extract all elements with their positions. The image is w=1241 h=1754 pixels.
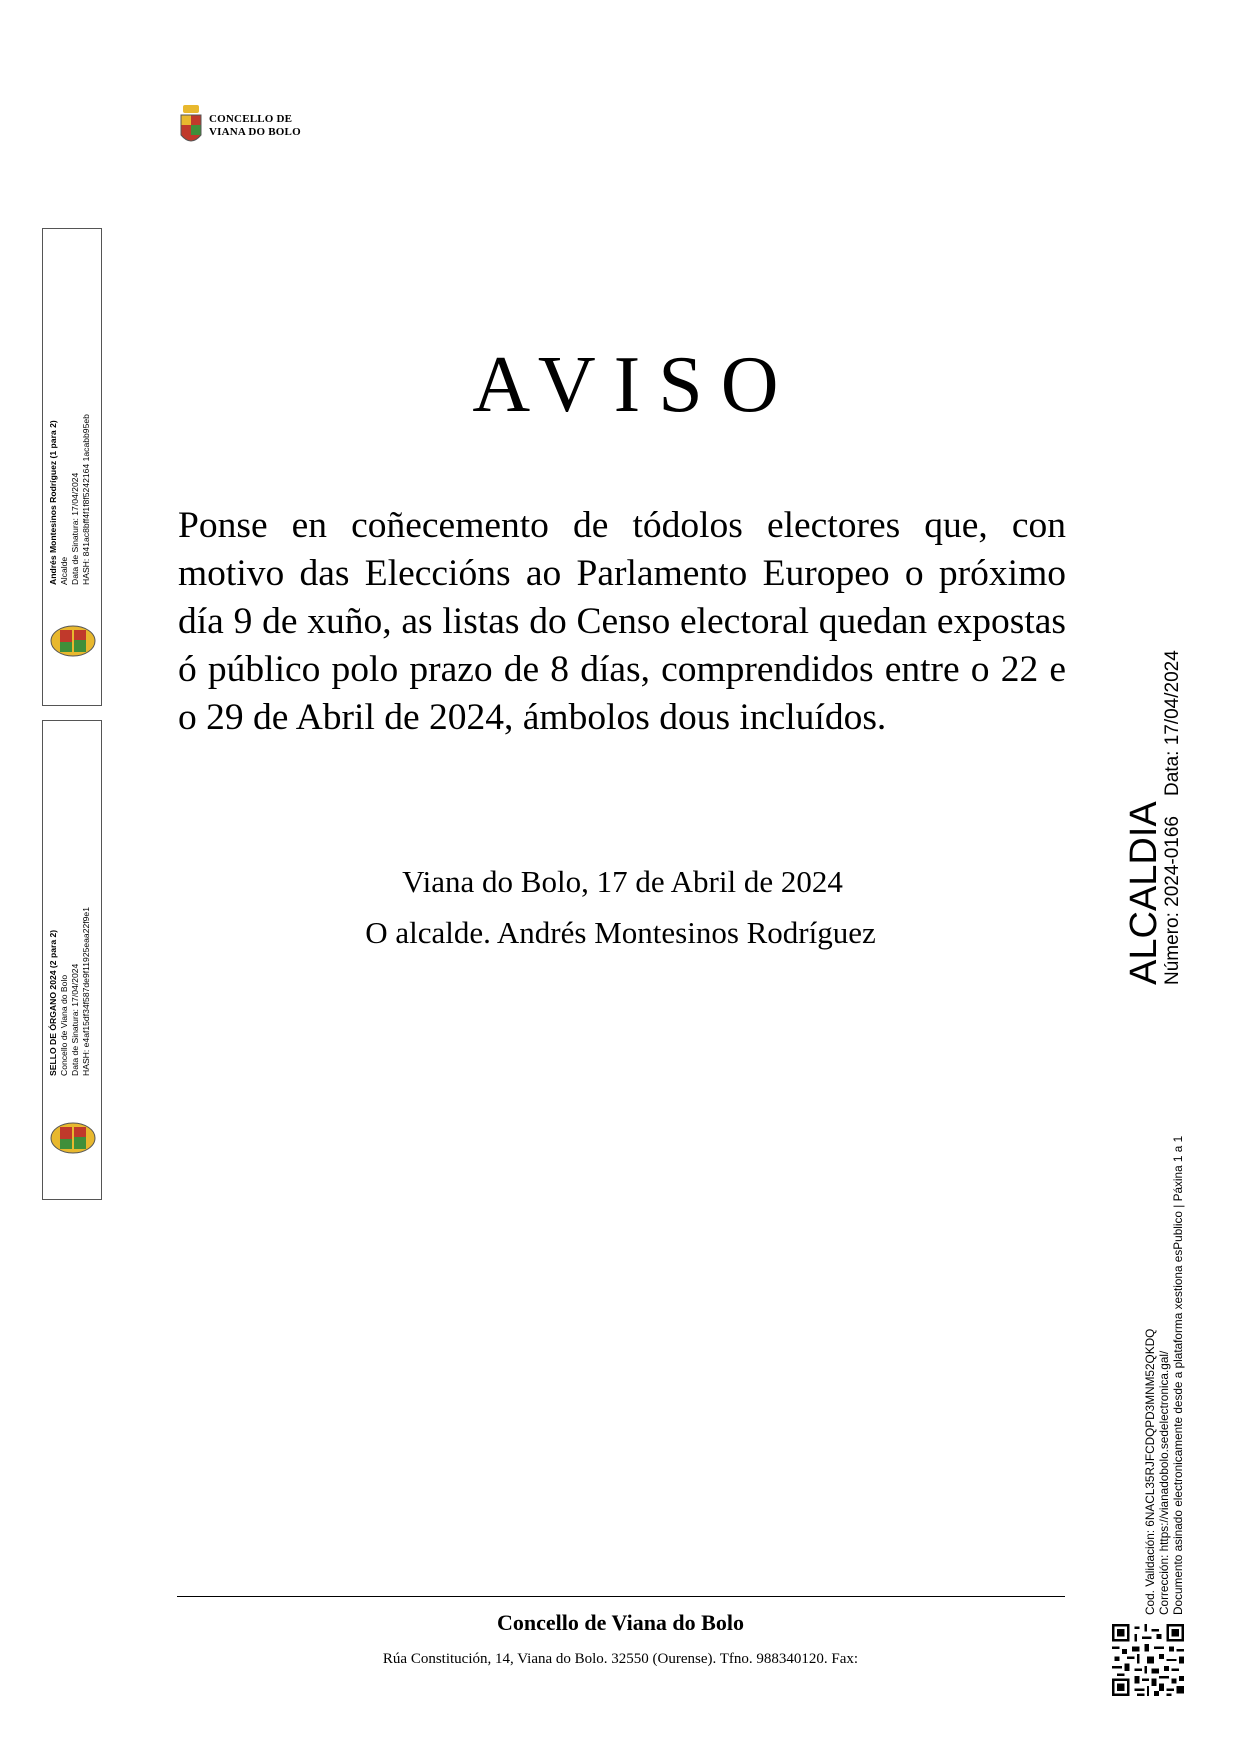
coat-of-arms-icon [179, 105, 203, 147]
validation-url: Corrección: https://vianadobolo.sedelectronica.gal/ [1157, 1350, 1171, 1615]
signer: O alcalde. Andrés Montesinos Rodríguez [365, 915, 876, 950]
signature-1-name: Andrés Montesinos Rodríguez (1 para 2) [48, 420, 58, 585]
signature-2-name: SELLO DE ÓRGANO 2024 (2 para 2) [48, 929, 58, 1076]
place-date: Viana do Bolo, 17 de Abril de 2024 [402, 864, 843, 899]
validation-code: Cod. Validación: 6NACL35RJFCDQPD3MNM52QKDQ [1143, 1328, 1157, 1615]
signature-1-date: Data de Sinatura: 17/04/2024 [70, 472, 80, 585]
signature-box-1 [42, 228, 102, 706]
footer-organization: Concello de Viana do Bolo [497, 1610, 744, 1635]
document-body: Ponse en coñecemento de tódolos electores que, con motivo das Eleccións ao Parlamento Europeo o próximo día 9 de xuño, as listas do Censo electoral quedan expostas ó público polo prazo de 8 días, comprendidos entre o 22 e o 29 de Abril de 2024, ámbolos dous incluídos. [178, 505, 1066, 738]
logo-line-1: CONCELLO DE [209, 113, 293, 125]
concello-logo [179, 105, 301, 147]
logo-text [209, 113, 301, 139]
validation-text [1143, 1136, 1185, 1615]
signature-2-date: Data de Sinatura: 17/04/2024 [70, 963, 80, 1076]
seal-icon [48, 624, 98, 658]
seal-icon [48, 1121, 98, 1155]
signature-1-role: Alcalde [59, 556, 69, 585]
footer-divider [177, 1596, 1065, 1597]
document-number: Número: 2024-0166 [1162, 816, 1183, 985]
number-date-label [1162, 650, 1184, 985]
document-title: AVISO [472, 341, 797, 429]
document-date: Data: 17/04/2024 [1162, 650, 1183, 796]
signature-box-2 [42, 720, 102, 1200]
signature-1-hash: HASH: 841ac8bff4f1f8f5242164 1acabb95eb [81, 414, 91, 585]
footer-address: Rúa Constitución, 14, Viana do Bolo. 32550 (Ourense). Tfno. 988340120. Fax: [382, 1651, 859, 1667]
validation-platform: Documento asinado electronicamente desde a plataforma xestiona esPublico | Páxina 1 a 1 [1171, 1135, 1185, 1615]
signature-2-role: Concello de Viana do Bolo [59, 974, 69, 1076]
logo-line-2: VIANA DO BOLO [209, 126, 301, 138]
signature-1-text [48, 414, 92, 585]
signature-2-hash: HASH: e4af15df34f587de9f11925eaa22f9e1 [81, 907, 91, 1076]
department-label: ALCALDIA [1123, 801, 1165, 985]
